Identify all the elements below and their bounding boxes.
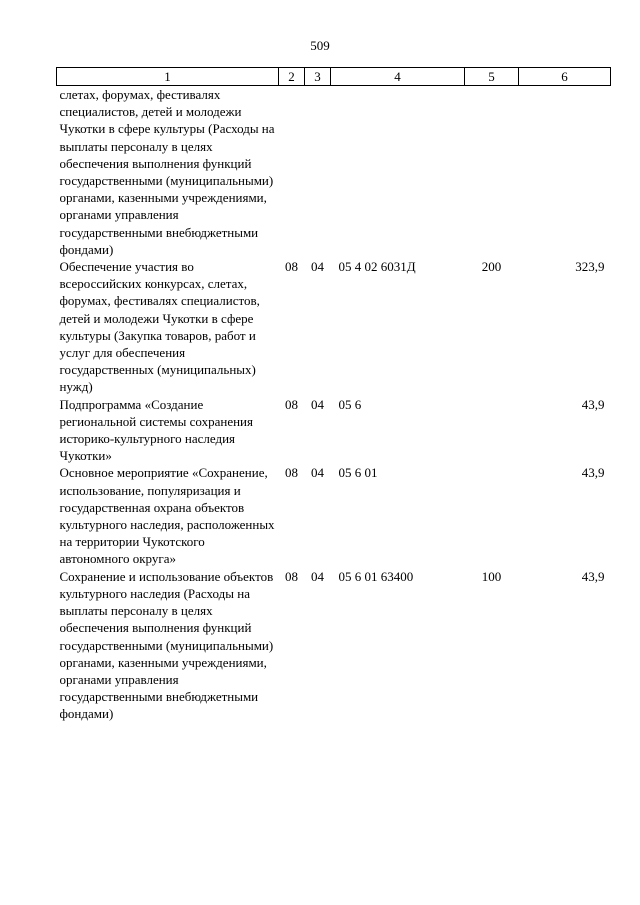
row-expense-type: [465, 86, 519, 259]
row-section: [279, 86, 305, 259]
column-header-6: 6: [519, 68, 611, 86]
row-subsection: 04: [311, 396, 324, 412]
column-header-1: 1: [57, 68, 279, 86]
row-amount: 323,9: [575, 259, 605, 275]
row-section: 08: [285, 568, 298, 584]
row-amount: [519, 86, 611, 259]
table-row: [57, 396, 611, 465]
row-target-code: 05 6 01: [338, 465, 378, 481]
row-section: 08: [285, 465, 298, 481]
row-amount: 43,9: [581, 568, 605, 584]
table-row: [57, 568, 611, 723]
row-expense-type: [465, 464, 519, 567]
row-section: 08: [285, 396, 298, 412]
table-row: [57, 86, 611, 259]
row-amount: 43,9: [581, 465, 605, 481]
row-subsection: 04: [311, 259, 324, 275]
table-row: [57, 258, 611, 396]
row-description: Сохранение и использование объектов культурного наследия (Расходы на выплаты персоналу в целях обеспечения выполнения функций государственными (муниципальными) органами, казенными учреждениями, органами управления государственными внебюджетными фондами): [59, 568, 274, 722]
row-subsection: [305, 86, 331, 259]
row-subsection: 04: [311, 465, 324, 481]
column-header-3: 3: [305, 68, 331, 86]
column-header-5: 5: [465, 68, 519, 86]
row-expense-type: 100: [481, 568, 502, 584]
page-number: 509: [310, 38, 330, 53]
row-description: Подпрограмма «Создание региональной системы сохранения историко-культурного наследия Чукотки»: [59, 396, 253, 464]
row-amount: 43,9: [581, 396, 605, 412]
row-description: Обеспечение участия во всероссийских конкурсах, слетах, форумах, фестивалях специалистов, детей и молодежи Чукотки в сфере культуры (Закупка товаров, работ и услуг для обеспечения государственных (муниципальных) нужд): [59, 259, 260, 395]
table-header-row: [57, 68, 611, 86]
column-header-4: 4: [331, 68, 465, 86]
row-target-code: 05 4 02 6031Д: [338, 259, 416, 275]
row-expense-type: 200: [481, 259, 502, 275]
row-description: слетах, форумах, фестивалях специалистов, детей и молодежи Чукотки в сфере культуры (Расходы на выплаты персоналу в целях обеспечения выполнения функций государственными (муниципальными) органами, казенными учреждениями, органами управления государственными внебюджетными фондами): [59, 87, 275, 257]
row-target-code: [331, 86, 465, 259]
row-target-code: 05 6: [338, 396, 362, 412]
row-section: 08: [285, 259, 298, 275]
table-row: [57, 464, 611, 567]
row-description: Основное мероприятие «Сохранение, использование, популяризация и государственная охрана объектов культурного наследия, расположенных на территории Чукотского автономного округа»: [59, 465, 275, 567]
row-target-code: 05 6 01 63400: [338, 568, 414, 584]
budget-table: [56, 67, 611, 723]
row-expense-type: [465, 396, 519, 465]
column-header-2: 2: [279, 68, 305, 86]
row-subsection: 04: [311, 568, 324, 584]
